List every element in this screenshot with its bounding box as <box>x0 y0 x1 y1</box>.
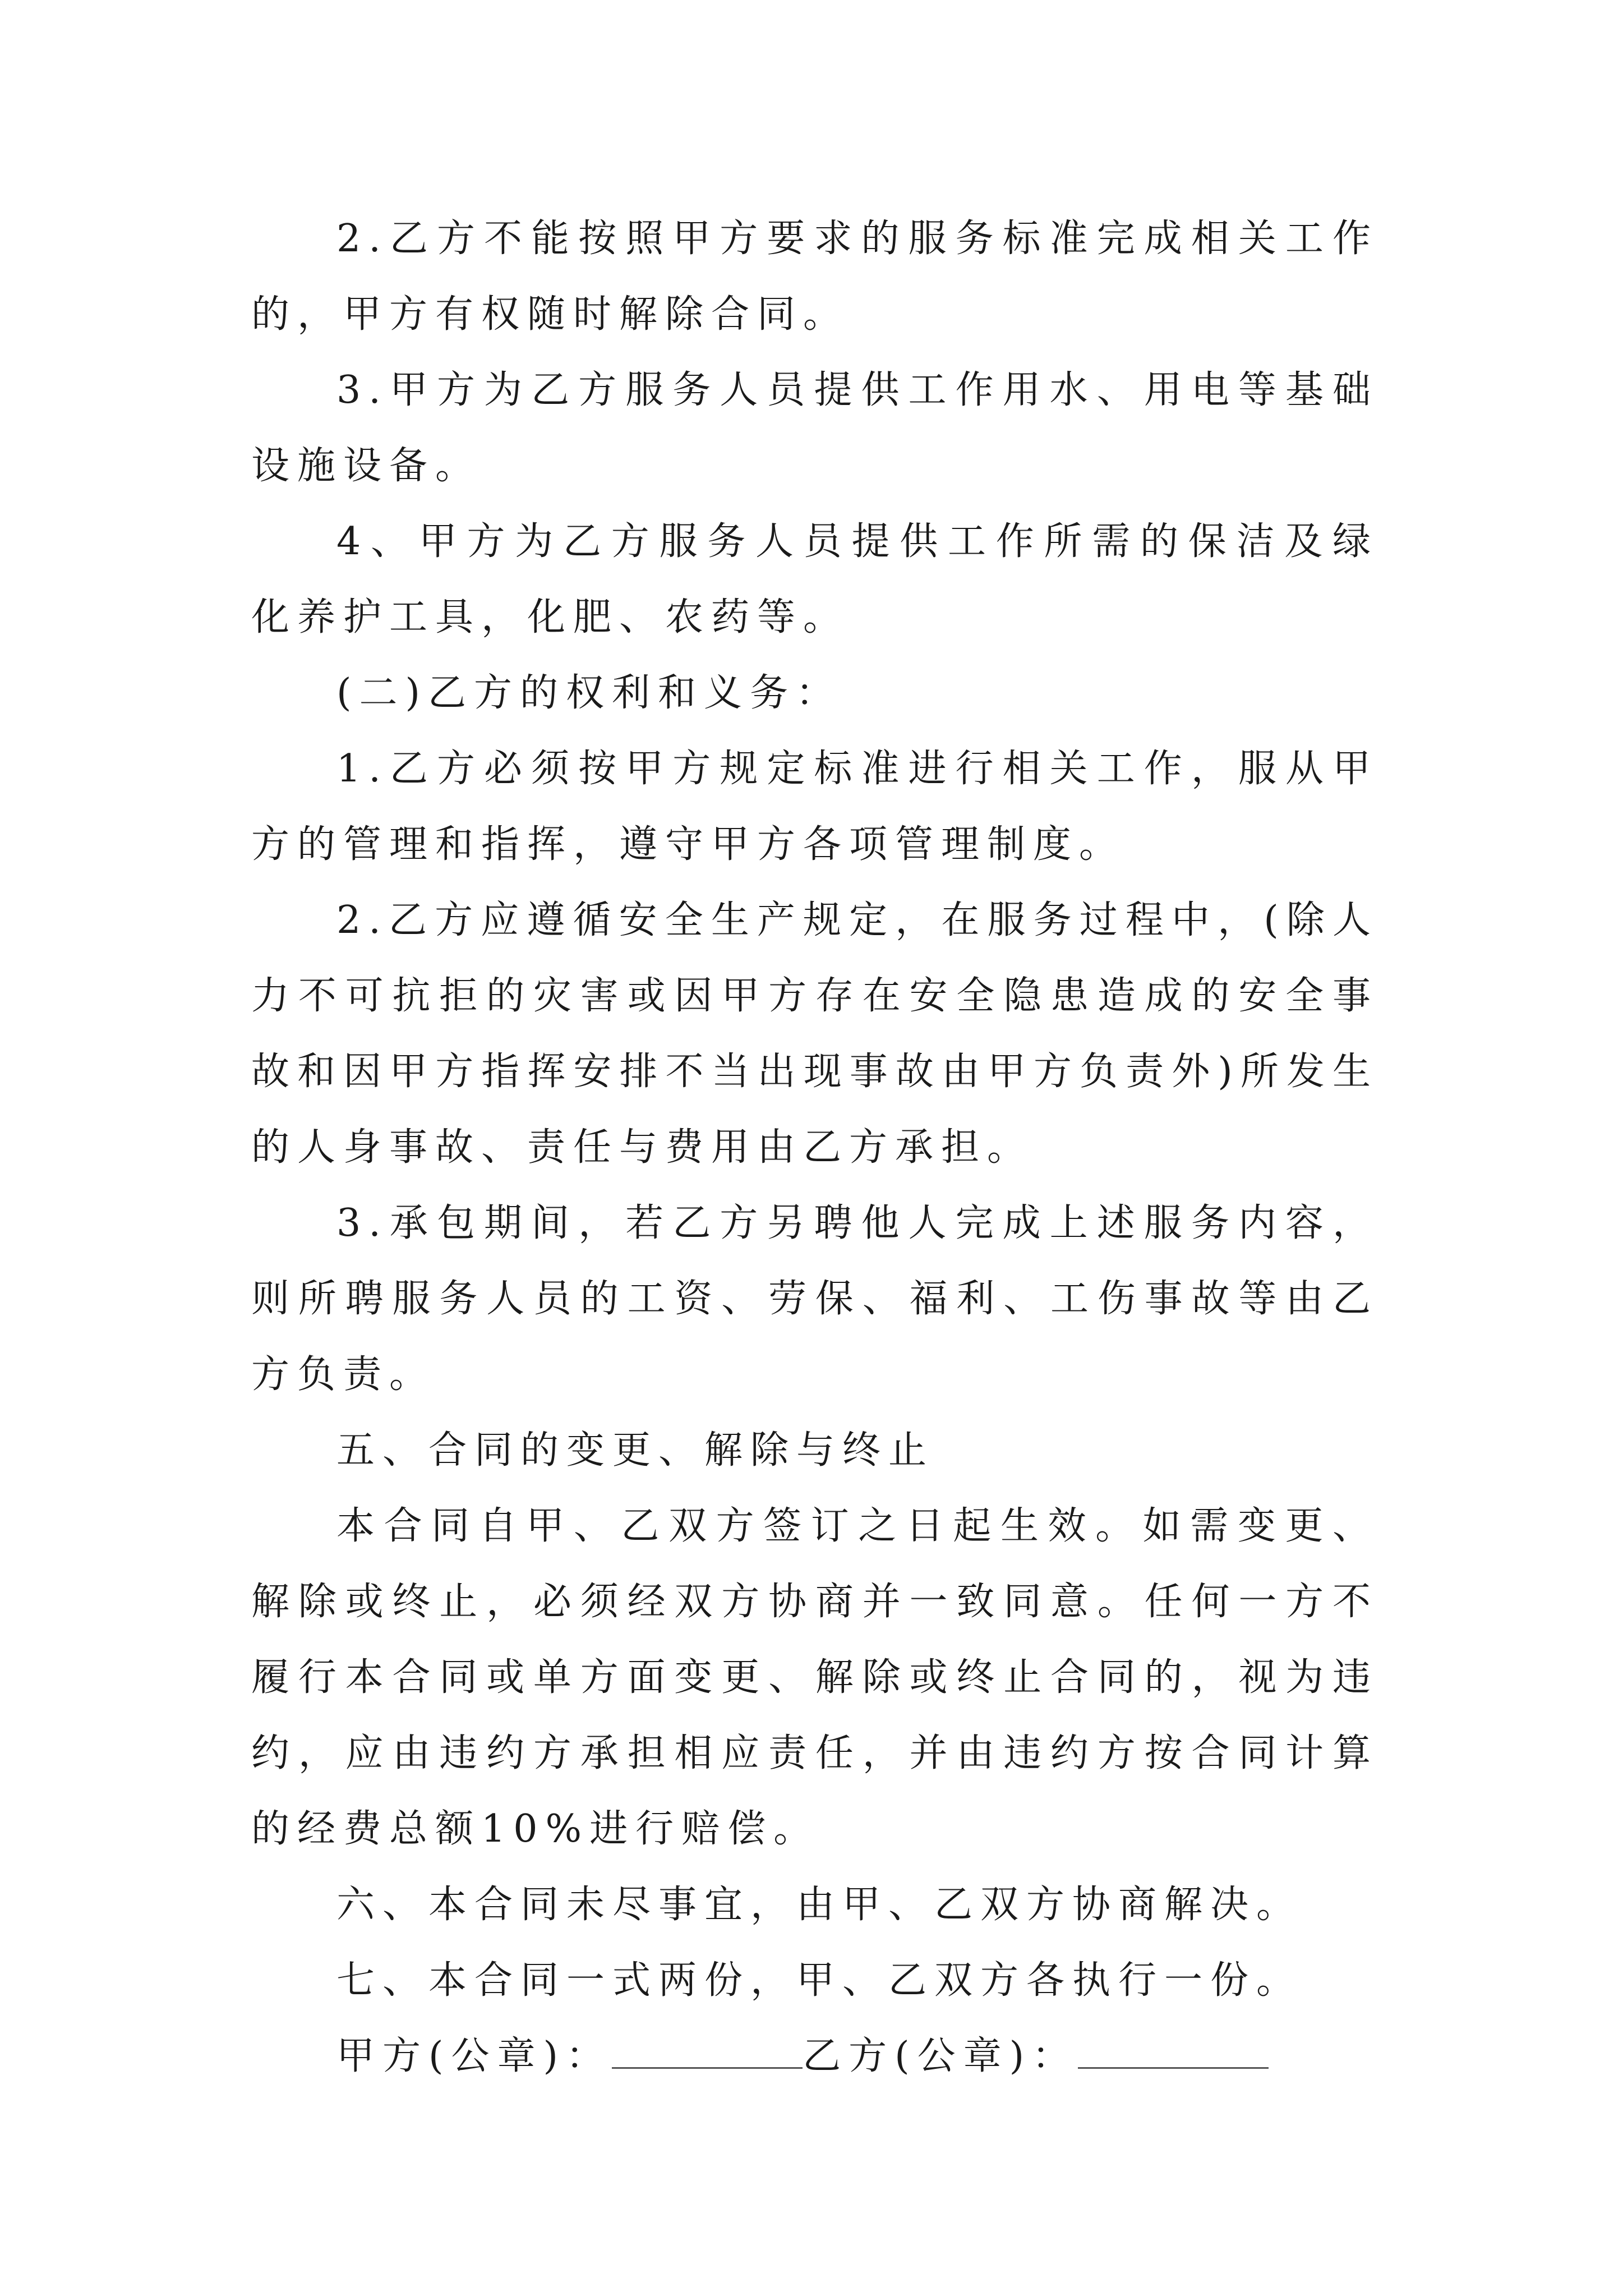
clause-a4: 4、甲方为乙方服务人员提供工作所需的保洁及绿化养护工具，化肥、农药等。 <box>251 519 1378 639</box>
clause-six: 六、本合同未尽事宜，由甲、乙双方协商解决。 <box>336 1883 1303 1927</box>
party-a-blank <box>612 2033 803 2069</box>
party-a-seal-label: 甲方(公章)： <box>336 2034 612 2078</box>
clause-change-termination: 本合同自甲、乙双方签订之日起生效。如需变更、解除或终止，必须经双方协商并一致同意。任何一方不履行本合同或单方面变更、解除或终止合同的，视为违约，应由违约方承担相应责任，并由违约方按合同计算的经费总额10%进行赔偿。 <box>251 1504 1378 1851</box>
contract-body <box>251 201 1378 2094</box>
clause-seven: 七、本合同一式两份，甲、乙双方各执行一份。 <box>336 1958 1303 2003</box>
party-b-blank <box>1078 2033 1269 2069</box>
section-heading-party-b-rights: (二)乙方的权利和义务： <box>336 671 842 715</box>
clause-a2: 2.乙方不能按照甲方要求的服务标准完成相关工作的，甲方有权随时解除合同。 <box>251 217 1378 337</box>
clause-b3: 3.承包期间，若乙方另聘他人完成上述服务内容，则所聘服务人员的工资、劳保、福利、工伤事故等由乙方负责。 <box>251 1201 1378 1397</box>
section-heading-change-termination: 五、合同的变更、解除与终止 <box>336 1428 935 1473</box>
party-b-seal-label: 乙方(公章)： <box>803 2034 1078 2078</box>
clause-b1: 1.乙方必须按甲方规定标准进行相关工作，服从甲方的管理和指挥，遵守甲方各项管理制度。 <box>251 747 1378 867</box>
clause-a3: 3.甲方为乙方服务人员提供工作用水、用电等基础设施设备。 <box>251 368 1378 488</box>
clause-b2: 2.乙方应遵循安全生产规定，在服务过程中，(除人力不可抗拒的灾害或因甲方存在安全隐患造成的安全事故和因甲方指挥安排不当出现事故由甲方负责外)所发生的人身事故、责任与费用由乙方承担。 <box>251 898 1378 1170</box>
signature-line <box>251 2018 1378 2094</box>
